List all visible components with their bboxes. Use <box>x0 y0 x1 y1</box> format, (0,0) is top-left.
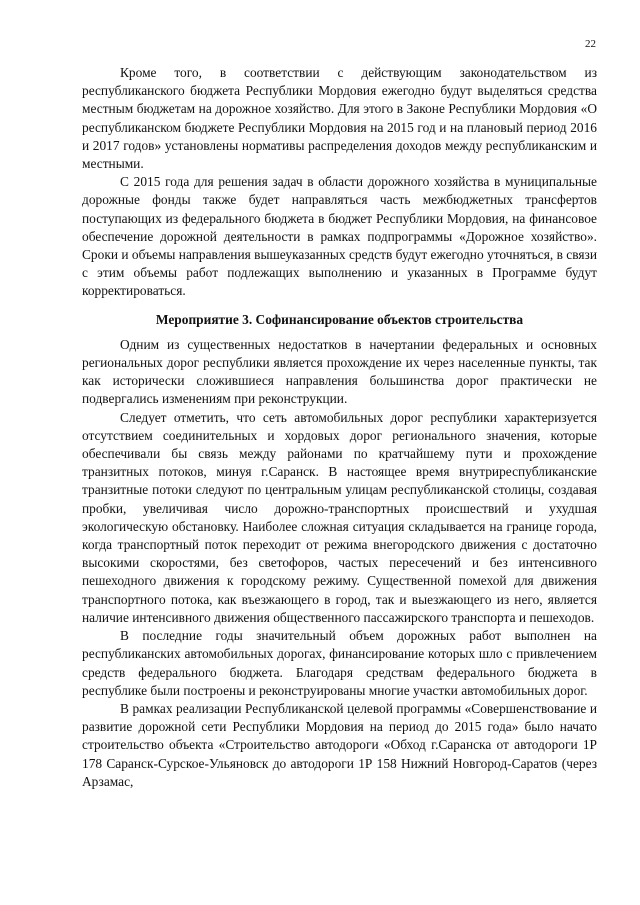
paragraph: Кроме того, в соответствии с действующим законодательством из республиканского бюджета Республики Мордовия ежегодно будут выделяться средства местным бюджетам на дорожное хозяйство. Для этого в Законе Республики Мордовия «О республиканском бюджете Республики Мордовия на 2015 год и на плановый период 2016 и 2017 годов» установлены нормативы распределения доходов между республиканским и местными. <box>82 65 597 172</box>
paragraph: С 2015 года для решения задач в области дорожного хозяйства в муниципальные дорожные фонды также будет направляться часть межбюджетных трансфертов поступающих из федерального бюджета в бюджет Республики Мордовия, на финансовое обеспечение дорожной деятельности в рамках подпрограммы «Дорожное хозяйство». Сроки и объемы направления вышеуказанных средств будут ежегодно уточняться, в связи с этим объемы работ подлежащих выполнению и указанных в Программе будут корректироваться. <box>82 174 597 299</box>
paragraph: Одним из существенных недостатков в начертании федеральных и основных региональных дорог республики является прохождение их через населенные пункты, так как исторически сложившиеся направления большинства дорог практически не подвергались изменениям при реконструкции. <box>82 336 597 407</box>
document-body <box>82 64 597 791</box>
paragraph: В последние годы значительный объем дорожных работ выполнен на республиканских автомобильных дорогах, финансирование которых шло с привлечением средств федерального бюджета. Благодаря средствам федерального бюджета в республике были построены и реконструированы многие участки автомобильных дорог. <box>82 628 597 698</box>
paragraph: В рамках реализации Республиканской целевой программы «Совершенствование и развитие дорожной сети Республики Мордовия на период до 2015 года» было начато строительство объекта «Строительство автодороги «Обход г.Саранска от автодороги 1Р 178 Саранск-Сурское-Ульяновск до автодороги 1Р 158 Нижний Новгород-Саратов (через Арзамас, <box>82 700 597 789</box>
section-heading: Мероприятие 3. Софинансирование объектов строительства <box>155 311 524 327</box>
paragraph: Следует отметить, что сеть автомобильных дорог республики характеризуется отсутствием соединительных и хордовых дорог регионального значения, которые обеспечивали бы связь между районами по кратчайшему пути и прохождение транзитных потоков, минуя г.Саранск. В настоящее время внутриреспубликанские транзитные потоки следуют по центральным улицам республиканской столицы, создавая пробки, увеличивая число дорожно-транспортных происшествий и ухудшая экологическую обстановку. Наиболее сложная ситуация складывается на границе города, когда транспортный поток переходит от режима внегородского движения с достаточно высокими скоростями, без светофоров, частых пересечений и без интенсивного пешеходного движения к городскому режиму. Существенной помехой для движения транспортного потока, как въезжающего в город, так и выезжающего из него, является наличие интенсивного движения общественного пассажирского транспорта и пешеходов. <box>82 409 597 625</box>
page-number: 22 <box>585 38 596 50</box>
